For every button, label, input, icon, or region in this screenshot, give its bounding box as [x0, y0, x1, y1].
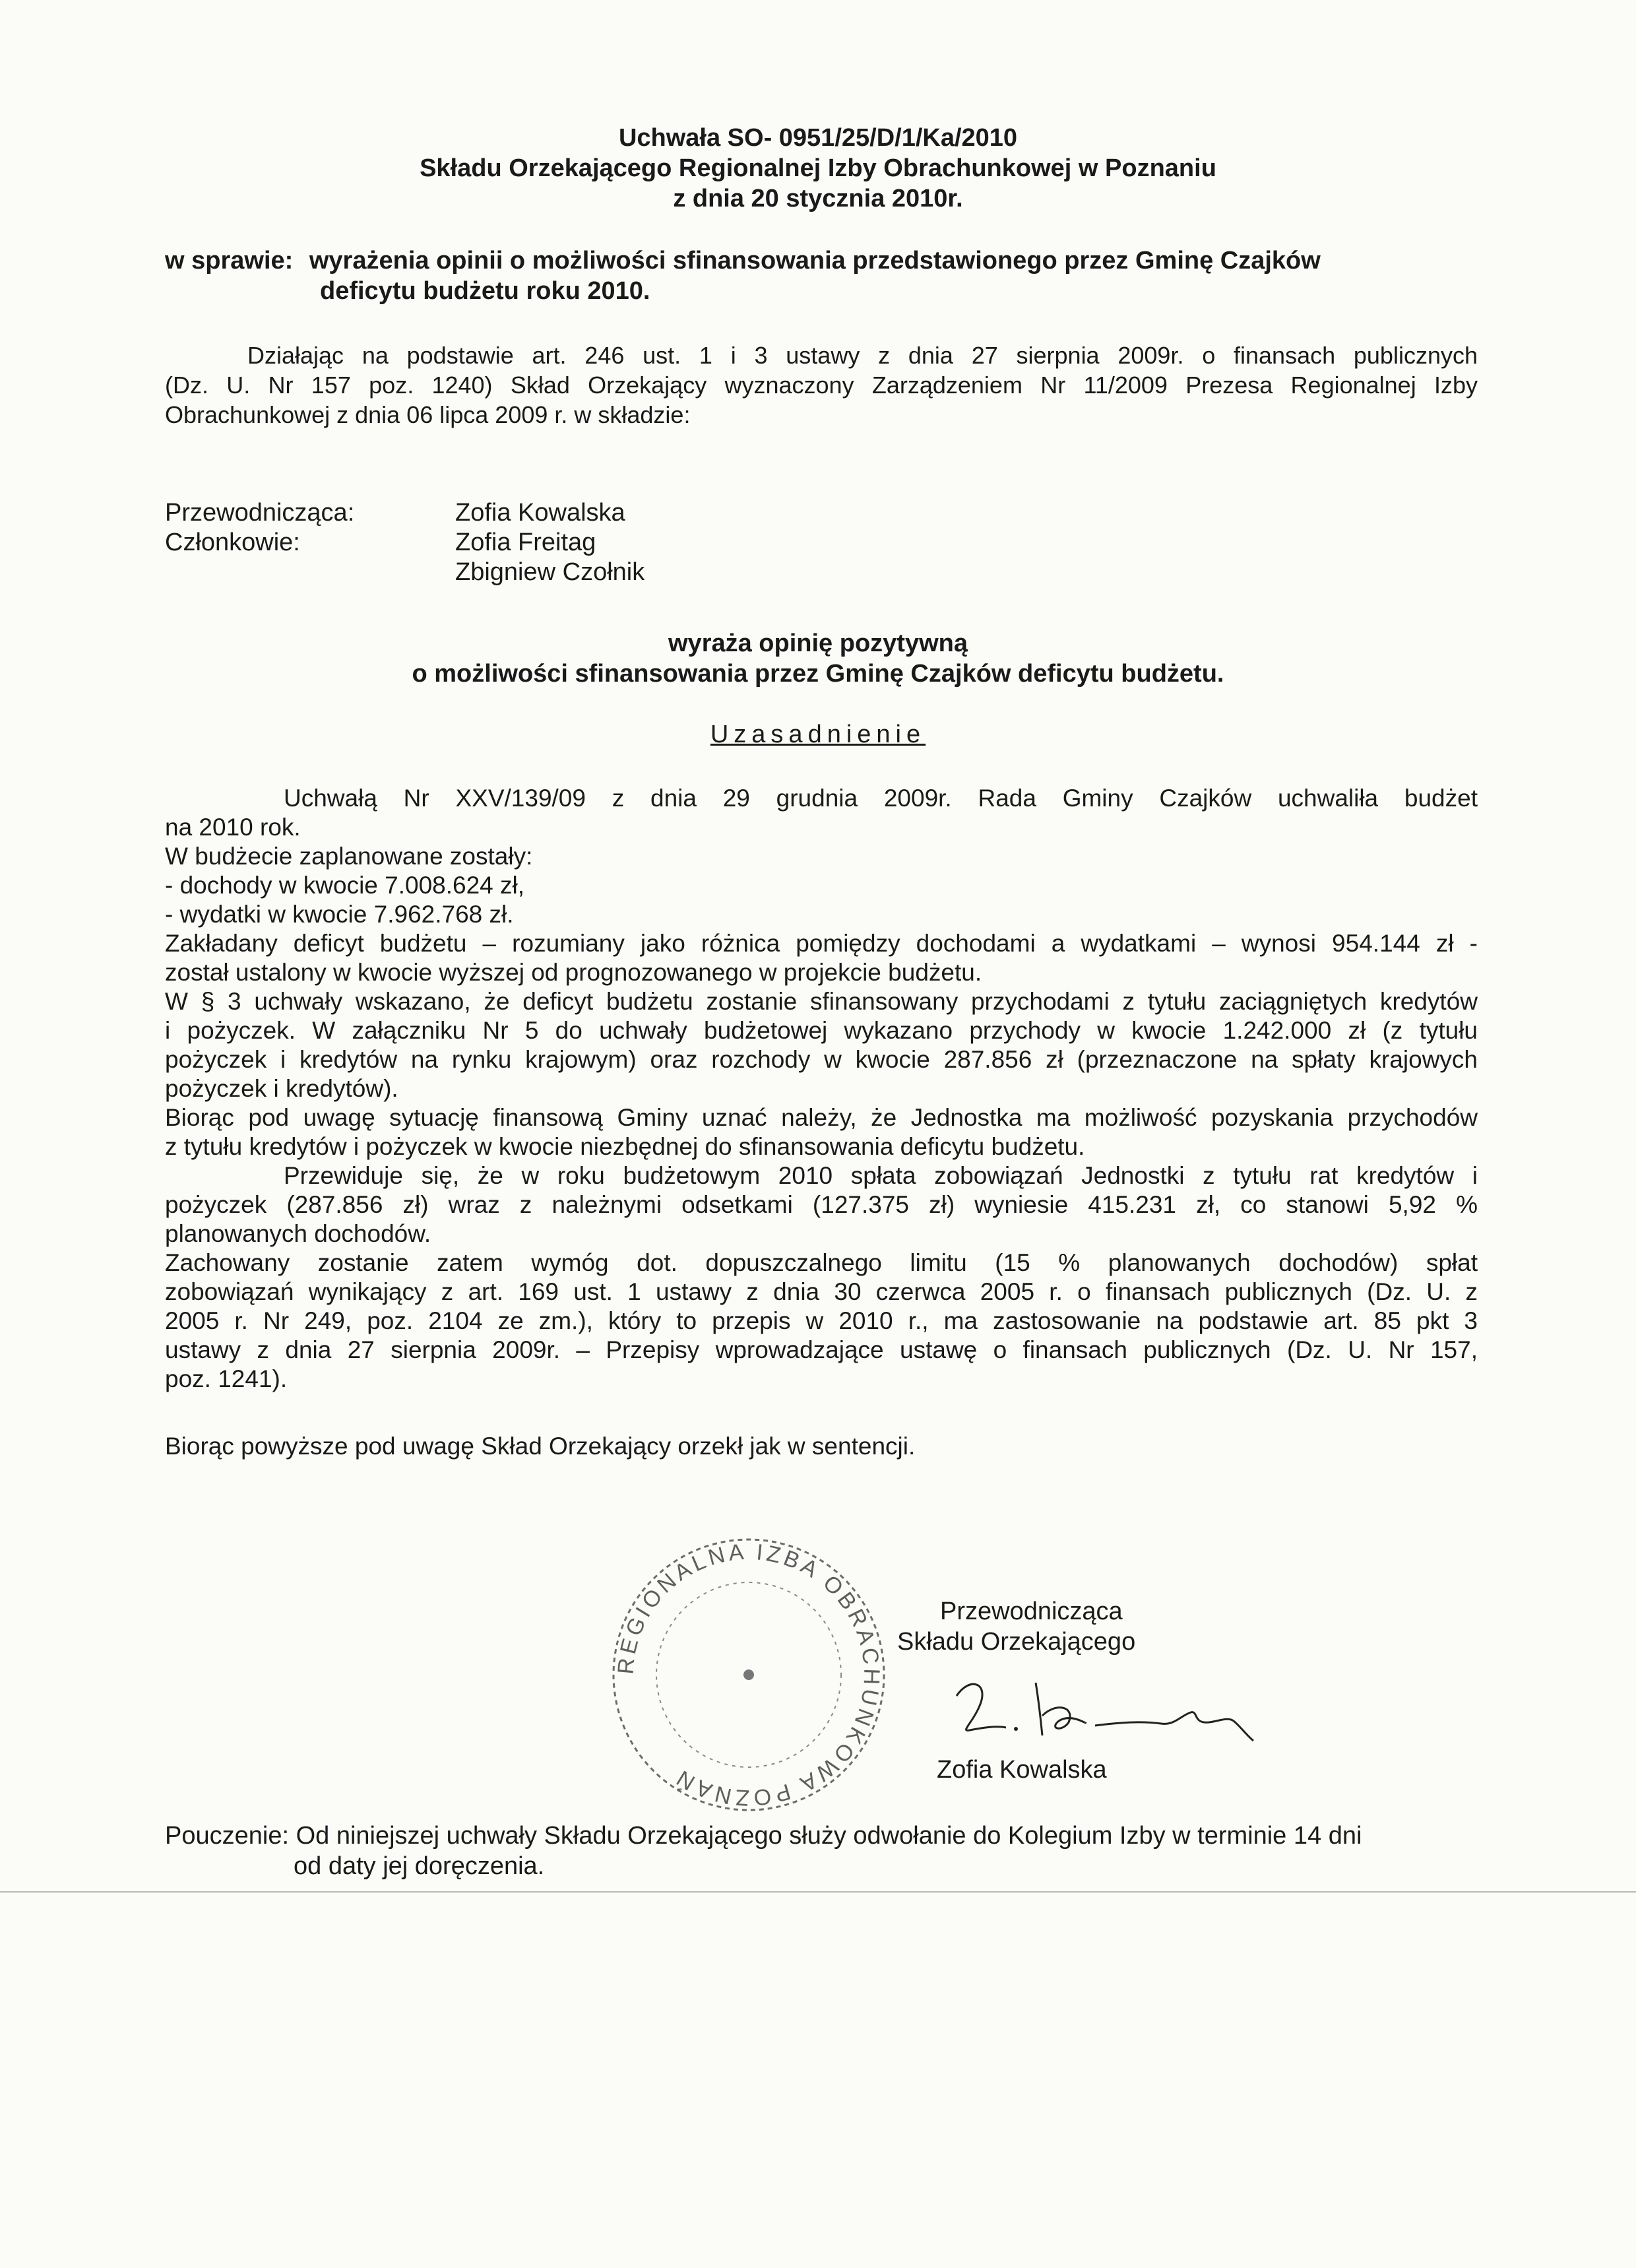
- issuing-body: Składu Orzekającego Regionalnej Izby Obrachunkowej w Poznaniu: [420, 154, 1216, 182]
- chair-name: Zofia Kowalska: [455, 499, 625, 527]
- body-line: Uchwałą Nr XXV/139/09 z dnia 29 grudnia 2009r. Rada Gminy Czajków uchwaliła budżet: [284, 785, 1478, 812]
- income-item: - dochody w kwocie 7.008.624 zł,: [165, 872, 525, 899]
- body-line: Zachowany zostanie zatem wymóg dot. dopuszczalnego limitu (15 % planowanych dochodów) spłat: [165, 1249, 1478, 1276]
- body-line: pożyczek i kredytów).: [165, 1075, 398, 1102]
- subject-text: wyrażenia opinii o możliwości sfinansowania przedstawionego przez Gminę Czajków: [309, 247, 1321, 275]
- body-line: planowanych dochodów.: [165, 1220, 431, 1247]
- body-line: Biorąc pod uwagę sytuację finansową Gminy uznać należy, że Jednostka ma możliwość pozyskania przychodów: [165, 1104, 1478, 1131]
- body-line: zobowiązań wynikający z art. 169 ust. 1 ustawy z dnia 30 czerwca 2005 r. o finansach publicznych (Dz. U. z: [165, 1278, 1478, 1305]
- notice-line-2: od daty jej doręczenia.: [294, 1852, 545, 1880]
- conclusion: Biorąc powyższe pod uwagę Skład Orzekający orzekł jak w sentencji.: [165, 1433, 916, 1460]
- fold-line: [0, 1891, 1636, 1893]
- intro-line-2: (Dz. U. Nr 157 poz. 1240) Skład Orzekający wyznaczony Zarządzeniem Nr 11/2009 Prezesa Regionalnej Izby: [165, 372, 1478, 399]
- body-line: pożyczek i kredytów na rynku krajowym) oraz rozchody w kwocie 287.856 zł (przeznaczone na spłaty krajowych: [165, 1046, 1478, 1073]
- notice-line-1: Pouczenie: Od niniejszej uchwały Składu Orzekającego służy odwołanie do Kolegium Izby w terminie 14 dni: [165, 1822, 1362, 1850]
- subject-label: w sprawie:: [165, 247, 294, 275]
- body-line: W § 3 uchwały wskazano, że deficyt budżetu zostanie sfinansowany przychodami z tytułu zaciągniętych kredytów: [165, 988, 1478, 1015]
- body-line: Przewiduje się, że w roku budżetowym 2010 spłata zobowiązań Jednostki z tytułu rat kredytów i: [284, 1162, 1478, 1189]
- members-label: Członkowie:: [165, 529, 300, 556]
- opinion-subtitle: o możliwości sfinansowania przez Gminę Czajków deficytu budżetu.: [412, 660, 1224, 688]
- signatory-body: Składu Orzekającego: [897, 1628, 1136, 1656]
- body-line: Zakładany deficyt budżetu – rozumiany jako różnica pomiędzy dochodami a wydatkami – wynosi 954.144 zł -: [165, 930, 1478, 957]
- intro-line-3: Obrachunkowej z dnia 06 lipca 2009 r. w składzie:: [165, 401, 691, 428]
- body-line: pożyczek (287.856 zł) wraz z należnymi odsetkami (127.375 zł) wyniesie 415.231 zł, co stanowi 5,92 %: [165, 1191, 1478, 1218]
- body-line: i pożyczek. W załączniku Nr 5 do uchwały budżetowej wykazano przychody w kwocie 1.242.000 zł (z tytułu: [165, 1017, 1478, 1044]
- resolution-date: z dnia 20 stycznia 2010r.: [673, 185, 963, 212]
- expense-item: - wydatki w kwocie 7.962.768 zł.: [165, 901, 514, 928]
- justification-title: Uzasadnienie: [710, 721, 926, 748]
- body-line: W budżecie zaplanowane zostały:: [165, 843, 533, 870]
- subject-line-1: [165, 245, 1478, 276]
- body-line: 2005 r. Nr 249, poz. 2104 ze zm.), który to przepis w 2010 r., ma zastosowanie na podstawie art. 85 pkt 3: [165, 1307, 1478, 1334]
- opinion-title: wyraża opinię pozytywną: [668, 630, 968, 657]
- body-line: poz. 1241).: [165, 1365, 288, 1392]
- member-name: Zbigniew Czołnik: [455, 558, 645, 586]
- body-line: ustawy z dnia 27 sierpnia 2009r. – Przepisy wprowadzające ustawę o finansach publicznych (Dz. U. Nr 157,: [165, 1336, 1478, 1363]
- handwritten-signature: [943, 1669, 1260, 1749]
- chair-label: Przewodnicząca:: [165, 499, 355, 527]
- resolution-number: Uchwała SO- 0951/25/D/1/Ka/2010: [618, 124, 1018, 152]
- body-line: z tytułu kredytów i pożyczek w kwocie niezbędnej do sfinansowania deficytu budżetu.: [165, 1133, 1085, 1160]
- member-name: Zofia Freitag: [455, 529, 596, 556]
- signatory-name: Zofia Kowalska: [937, 1756, 1107, 1784]
- stamp-text: REGIONALNA IZBA OBRACHUNKOWA POZNAŃ: [613, 1539, 885, 1811]
- intro-line-1: Działając na podstawie art. 246 ust. 1 i 3 ustawy z dnia 27 sierpnia 2009r. o finansach publicznych: [247, 342, 1478, 369]
- body-line: został ustalony w kwocie wyższej od prognozowanego w projekcie budżetu.: [165, 959, 982, 986]
- signatory-title: Przewodnicząca: [940, 1598, 1123, 1625]
- body-line: na 2010 rok.: [165, 814, 301, 841]
- official-stamp: [604, 1530, 894, 1820]
- subject-line-2: deficytu budżetu roku 2010.: [320, 277, 650, 305]
